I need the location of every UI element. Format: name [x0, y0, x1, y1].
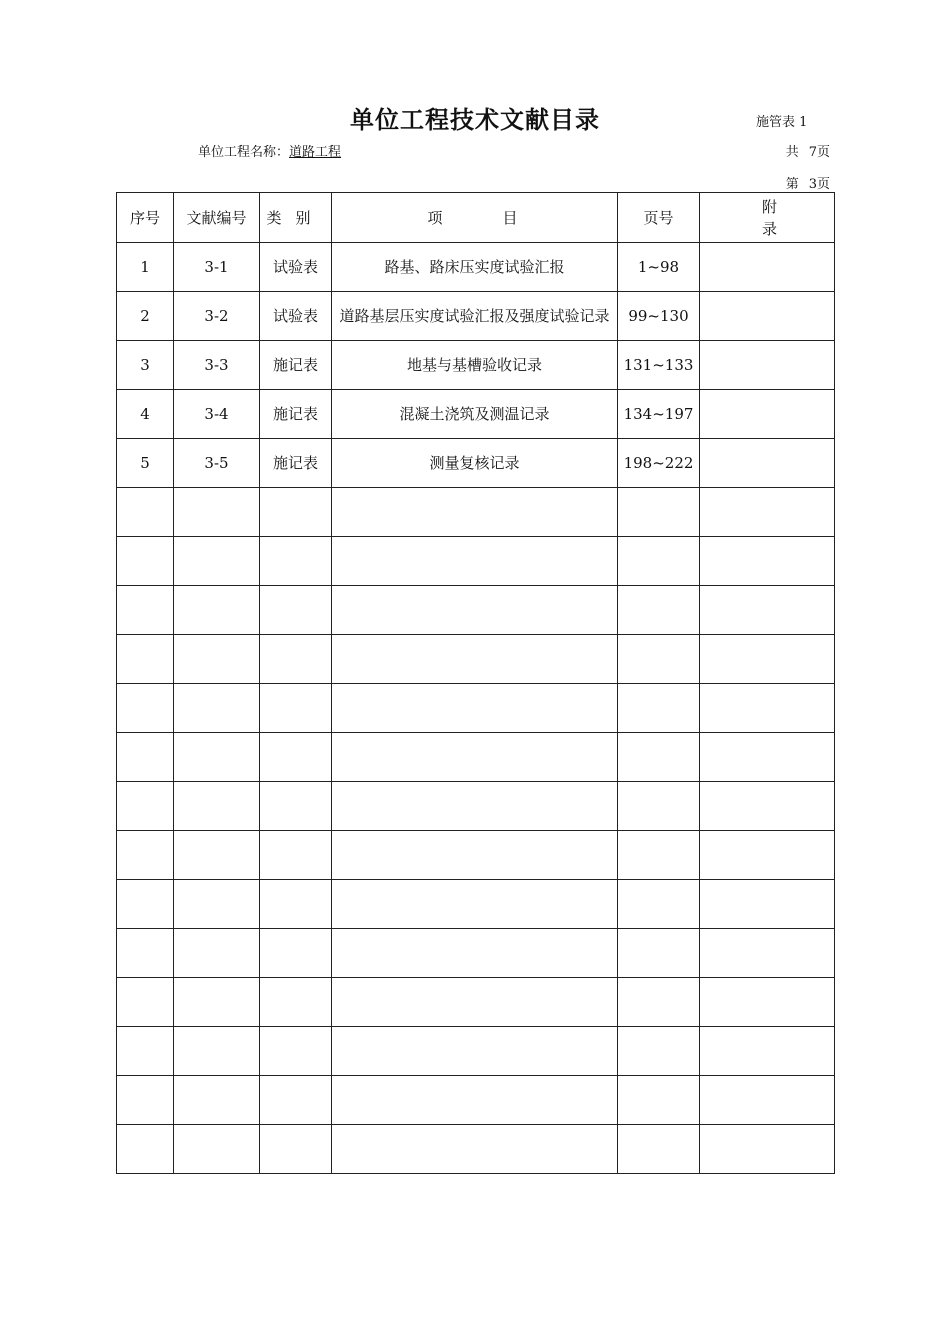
cell-category — [260, 684, 332, 733]
cell-item: 测量复核记录 — [332, 439, 618, 488]
cell-appendix — [700, 341, 835, 390]
cell-item — [332, 635, 618, 684]
cell-doc-no: 3-2 — [174, 292, 260, 341]
cell-item — [332, 684, 618, 733]
cell-seq — [117, 684, 174, 733]
table-row — [117, 390, 835, 439]
table-row-empty — [117, 586, 835, 635]
cell-category — [260, 978, 332, 1027]
cell-item — [332, 733, 618, 782]
table-row-empty — [117, 782, 835, 831]
cell-seq — [117, 733, 174, 782]
cell-pages: 131~133 — [618, 341, 700, 390]
cell-category — [260, 488, 332, 537]
cell-item — [332, 1027, 618, 1076]
cell-pages: 198~222 — [618, 439, 700, 488]
cell-doc-no: 3-5 — [174, 439, 260, 488]
cell-item — [332, 586, 618, 635]
cell-appendix — [700, 782, 835, 831]
table-row — [117, 341, 835, 390]
cell-doc-no — [174, 684, 260, 733]
project-name-label: 单位工程名称： — [198, 145, 290, 160]
form-code: 施管表 1 — [756, 115, 808, 130]
cell-item — [332, 782, 618, 831]
cell-appendix — [700, 733, 835, 782]
cell-seq: 5 — [117, 439, 174, 488]
cell-seq — [117, 488, 174, 537]
current-page-suffix: 页 — [816, 177, 830, 192]
cell-seq — [117, 978, 174, 1027]
current-page — [786, 173, 830, 192]
cell-appendix — [700, 929, 835, 978]
cell-appendix — [700, 684, 835, 733]
cell-pages — [618, 978, 700, 1027]
cell-pages — [618, 733, 700, 782]
cell-pages: 1~98 — [618, 243, 700, 292]
cell-seq: 3 — [117, 341, 174, 390]
cell-item — [332, 488, 618, 537]
table-row-empty — [117, 537, 835, 586]
table-row — [117, 243, 835, 292]
table-row-empty — [117, 488, 835, 537]
table-row-empty — [117, 880, 835, 929]
cell-category — [260, 1027, 332, 1076]
header-appendix: 附录 — [700, 193, 835, 243]
cell-appendix — [700, 978, 835, 1027]
cell-appendix — [700, 439, 835, 488]
cell-seq — [117, 1027, 174, 1076]
total-pages-prefix: 共 — [785, 145, 799, 160]
cell-seq: 4 — [117, 390, 174, 439]
cell-pages: 134~197 — [618, 390, 700, 439]
cell-doc-no — [174, 831, 260, 880]
cell-category: 施记表 — [260, 439, 332, 488]
cell-doc-no — [174, 733, 260, 782]
cell-doc-no — [174, 782, 260, 831]
header-doc-no: 文献编号 — [174, 193, 260, 243]
cell-category: 试验表 — [260, 292, 332, 341]
cell-pages — [618, 782, 700, 831]
cell-doc-no — [174, 880, 260, 929]
current-page-value: 3 — [808, 177, 817, 192]
cell-category — [260, 929, 332, 978]
project-name-line — [198, 141, 347, 160]
cell-category — [260, 537, 332, 586]
cell-pages — [618, 831, 700, 880]
cell-doc-no — [174, 586, 260, 635]
cell-seq — [117, 831, 174, 880]
cell-appendix — [700, 488, 835, 537]
total-pages-value: 7 — [808, 145, 817, 160]
cell-seq — [117, 880, 174, 929]
cell-appendix — [700, 1027, 835, 1076]
table-row-empty — [117, 1076, 835, 1125]
header-item: 项目 — [332, 193, 618, 243]
cell-category — [260, 635, 332, 684]
cell-appendix — [700, 1125, 835, 1174]
cell-appendix — [700, 390, 835, 439]
cell-item — [332, 831, 618, 880]
cell-seq — [117, 537, 174, 586]
table-row-empty — [117, 1125, 835, 1174]
cell-doc-no — [174, 488, 260, 537]
cell-doc-no: 3-3 — [174, 341, 260, 390]
cell-item — [332, 537, 618, 586]
cell-category — [260, 880, 332, 929]
cell-category — [260, 782, 332, 831]
project-name-value: 道路工程 — [289, 145, 342, 160]
cell-pages — [618, 1027, 700, 1076]
cell-category — [260, 831, 332, 880]
cell-seq — [117, 635, 174, 684]
cell-category: 施记表 — [260, 341, 332, 390]
cell-category — [260, 1076, 332, 1125]
cell-category: 施记表 — [260, 390, 332, 439]
catalog-table — [116, 192, 840, 1174]
cell-seq — [117, 929, 174, 978]
cell-item — [332, 929, 618, 978]
cell-category: 试验表 — [260, 243, 332, 292]
cell-appendix — [700, 635, 835, 684]
cell-category — [260, 586, 332, 635]
cell-category — [260, 1125, 332, 1174]
cell-seq — [117, 1076, 174, 1125]
cell-pages: 99~130 — [618, 292, 700, 341]
table-row-empty — [117, 978, 835, 1027]
cell-seq: 1 — [117, 243, 174, 292]
cell-pages — [618, 586, 700, 635]
table-row-empty — [117, 1027, 835, 1076]
cell-pages — [618, 1076, 700, 1125]
table-row-empty — [117, 635, 835, 684]
cell-appendix — [700, 537, 835, 586]
cell-pages — [618, 537, 700, 586]
table-row-empty — [117, 733, 835, 782]
current-page-prefix: 第 — [785, 177, 799, 192]
cell-appendix — [700, 880, 835, 929]
cell-doc-no — [174, 635, 260, 684]
cell-item: 混凝土浇筑及测温记录 — [332, 390, 618, 439]
header-category: 类别 — [260, 193, 332, 243]
cell-appendix — [700, 243, 835, 292]
table-row — [117, 292, 835, 341]
cell-seq — [117, 782, 174, 831]
cell-pages — [618, 880, 700, 929]
cell-doc-no — [174, 537, 260, 586]
cell-category — [260, 733, 332, 782]
header-pages: 页号 — [618, 193, 700, 243]
total-pages — [786, 141, 830, 160]
cell-doc-no — [174, 978, 260, 1027]
header-seq: 序号 — [117, 193, 174, 243]
cell-item: 路基、路床压实度试验汇报 — [332, 243, 618, 292]
cell-pages — [618, 1125, 700, 1174]
cell-seq — [117, 586, 174, 635]
cell-pages — [618, 929, 700, 978]
cell-doc-no — [174, 1027, 260, 1076]
table-row-empty — [117, 831, 835, 880]
cell-item — [332, 1076, 618, 1125]
cell-appendix — [700, 586, 835, 635]
table-row-empty — [117, 684, 835, 733]
total-pages-suffix: 页 — [816, 145, 830, 160]
cell-pages — [618, 684, 700, 733]
table-row — [117, 439, 835, 488]
cell-item — [332, 978, 618, 1027]
page-title: 单位工程技术文献目录 — [350, 106, 600, 134]
cell-doc-no — [174, 1125, 260, 1174]
cell-doc-no: 3-4 — [174, 390, 260, 439]
cell-doc-no — [174, 929, 260, 978]
cell-doc-no — [174, 1076, 260, 1125]
table-header-row — [117, 193, 835, 243]
cell-item — [332, 880, 618, 929]
cell-appendix — [700, 292, 835, 341]
cell-seq — [117, 1125, 174, 1174]
cell-seq: 2 — [117, 292, 174, 341]
cell-doc-no: 3-1 — [174, 243, 260, 292]
cell-pages — [618, 488, 700, 537]
cell-item — [332, 1125, 618, 1174]
cell-appendix — [700, 1076, 835, 1125]
cell-item: 道路基层压实度试验汇报及强度试验记录 — [332, 292, 618, 341]
cell-item: 地基与基槽验收记录 — [332, 341, 618, 390]
cell-appendix — [700, 831, 835, 880]
cell-pages — [618, 635, 700, 684]
table-row-empty — [117, 929, 835, 978]
